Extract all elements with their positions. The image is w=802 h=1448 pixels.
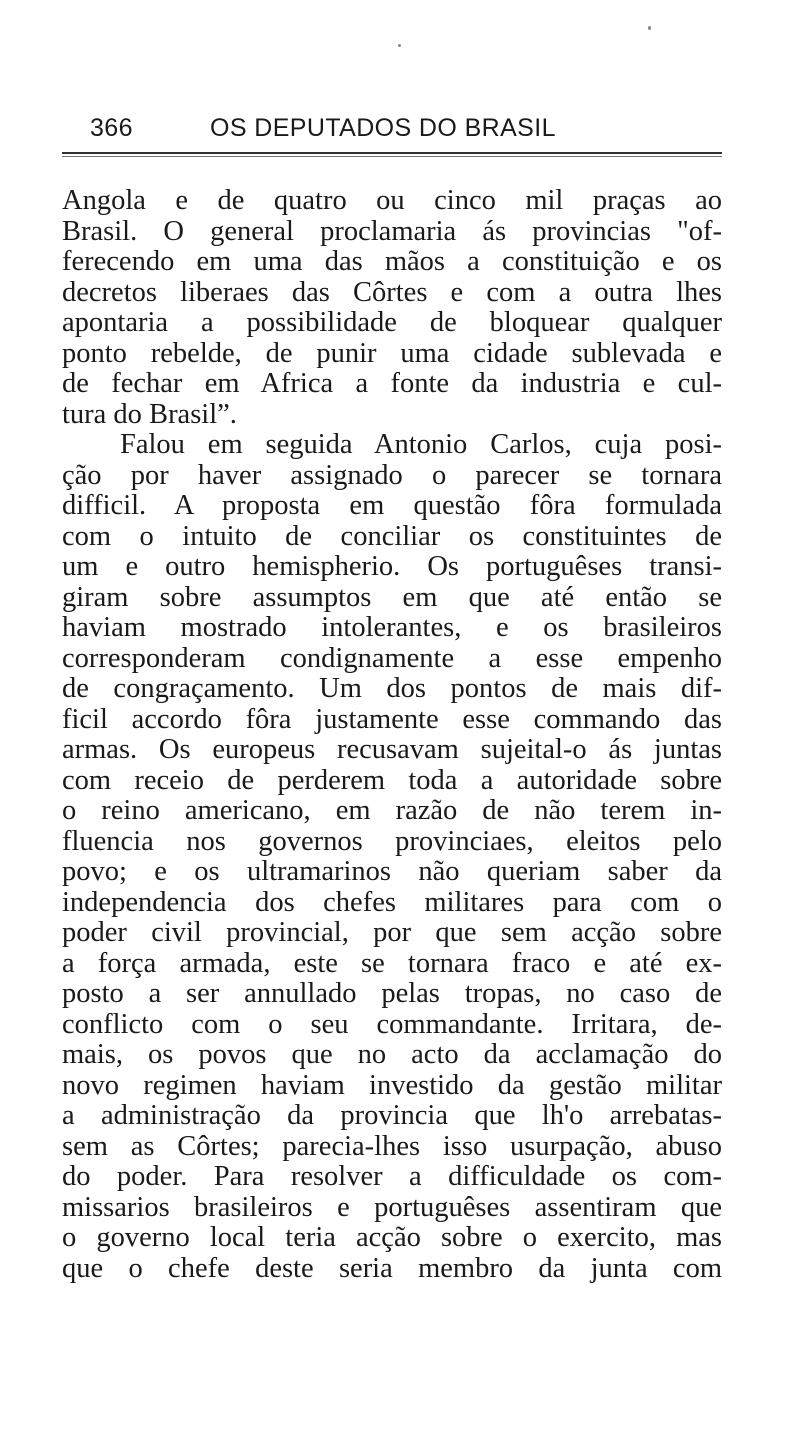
page-number: 366	[90, 114, 133, 142]
text-line: um e outro hemispherio. Os portuguêses transi-	[62, 551, 722, 582]
text-line: independencia dos chefes militares para com o	[62, 886, 722, 918]
print-speck	[398, 44, 401, 47]
paragraph	[62, 430, 722, 1284]
text-line: de fechar em Africa a fonte da industria e cul-	[62, 368, 722, 399]
text-line: do poder. Para resolver a difficuldade os com-	[62, 1161, 722, 1192]
print-speck	[648, 26, 651, 30]
text-line: ferecendo em uma das mãos a constituição e os	[62, 246, 722, 277]
text-line: haviam mostrado intolerantes, e os brasileiros	[62, 612, 722, 643]
body-text	[62, 186, 722, 1284]
text-line: com o intuito de conciliar os constituintes de	[62, 520, 722, 552]
text-line: conflicto com o seu commandante. Irritara, de-	[62, 1008, 722, 1040]
text-line: o governo local teria acção sobre o exercito, mas	[62, 1222, 722, 1253]
text-line: Falou em seguida Antonio Carlos, cuja posi-	[120, 429, 722, 460]
text-line: difficil. A proposta em questão fôra formulada	[62, 490, 722, 521]
text-line: que o chefe deste seria membro da junta com	[62, 1252, 722, 1284]
header-rule	[62, 152, 722, 154]
paragraph	[62, 186, 722, 430]
text-line: ponto rebelde, de punir uma cidade sublevada e	[62, 337, 722, 369]
text-line: sem as Côrtes; parecia-lhes isso usurpação, abuso	[62, 1130, 722, 1162]
page-header	[62, 112, 722, 146]
text-line: a força armada, este se tornara fraco e até ex-	[62, 947, 722, 979]
text-line: com receio de perderem toda a autoridade sobre	[62, 764, 722, 796]
running-title: OS DEPUTADOS DO BRASIL	[210, 114, 556, 142]
text-line: de congraçamento. Um dos pontos de mais dif-	[62, 673, 722, 704]
text-line: povo; e os ultramarinos não queriam saber da	[62, 856, 722, 887]
text-line: Angola e de quatro ou cinco mil praças ao	[62, 185, 722, 216]
text-line: missarios brasileiros e portuguêses assentiram que	[62, 1191, 722, 1223]
text-line: ficil accordo fôra justamente esse commando das	[62, 703, 722, 735]
text-line: mais, os povos que no acto da acclamação do	[62, 1039, 722, 1070]
text-line: poder civil provincial, por que sem acção sobre	[62, 917, 722, 948]
text-line: armas. Os europeus recusavam sujeital-o ás juntas	[62, 734, 722, 765]
text-line: fluencia nos governos provinciaes, eleitos pelo	[62, 825, 722, 857]
text-line: giram sobre assumptos em que até então se	[62, 581, 722, 613]
text-line: tura do Brasil”.	[62, 398, 237, 430]
text-line: ção por haver assignado o parecer se tornara	[62, 459, 722, 491]
header-rule-thin	[62, 156, 722, 157]
text-line: Brasil. O general proclamaria ás provincias "of-	[62, 215, 722, 247]
text-line: novo regimen haviam investido da gestão militar	[62, 1069, 722, 1101]
text-line: decretos liberaes das Côrtes e com a outra lhes	[62, 276, 722, 308]
text-line: a administração da provincia que lh'o arrebatas-	[62, 1100, 722, 1131]
text-line: o reino americano, em razão de não terem in-	[62, 795, 722, 826]
text-line: posto a ser annullado pelas tropas, no caso de	[62, 978, 722, 1009]
text-line: corresponderam condignamente a esse empenho	[62, 642, 722, 674]
text-line: apontaria a possibilidade de bloquear qualquer	[62, 307, 722, 338]
